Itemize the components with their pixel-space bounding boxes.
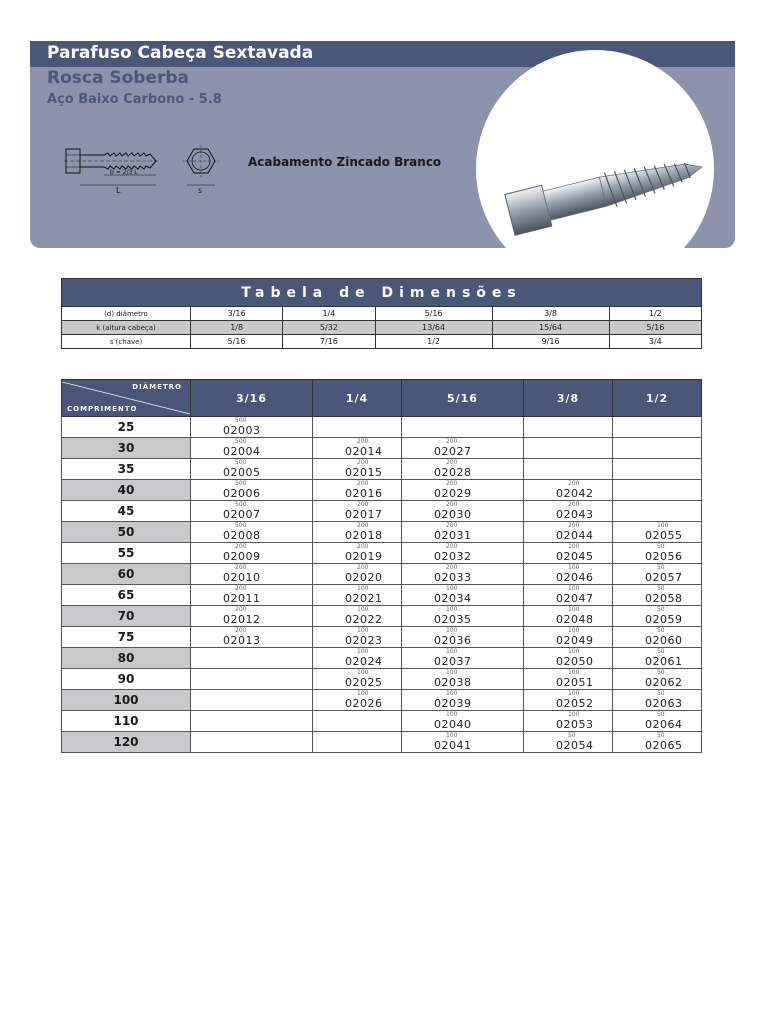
product-cell (313, 690, 402, 711)
dimensions-cell: 5/32 (283, 321, 375, 335)
pack-quantity: 50 (656, 585, 665, 592)
product-cell (401, 564, 523, 585)
product-cell (313, 438, 402, 459)
product-cell (191, 501, 313, 522)
product-subtitle: Rosca Soberba (47, 68, 190, 88)
pack-quantity: 50 (656, 606, 665, 613)
product-code: 02049 (555, 634, 594, 647)
product-code: 02032 (433, 550, 472, 563)
pack-quantity: 100 (357, 669, 369, 676)
product-code: 02046 (555, 571, 594, 584)
dimensions-row-label: k (altura cabeça) (62, 321, 191, 335)
pack-quantity: 100 (445, 669, 458, 676)
product-cell (313, 480, 402, 501)
product-code: 02061 (644, 655, 683, 668)
product-code: 02024 (345, 655, 383, 668)
product-cell (401, 669, 523, 690)
dimensions-cell: 1/4 (283, 307, 375, 321)
product-code: 02022 (345, 613, 383, 626)
pack-quantity: 50 (656, 543, 665, 550)
product-cell (523, 501, 612, 522)
finish-label: Acabamento Zincado Branco (248, 155, 442, 169)
header-length-label: COMPRIMENTO (67, 405, 138, 413)
product-code: 02028 (433, 466, 472, 479)
empty-cell (612, 501, 701, 522)
product-cell (191, 417, 313, 438)
pack-quantity: 500 (235, 417, 247, 424)
product-cell (313, 669, 402, 690)
product-code: 02027 (433, 445, 472, 458)
product-title: Parafuso Cabeça Sextavada (47, 43, 314, 63)
product-code: 02041 (433, 739, 472, 752)
empty-cell (191, 648, 313, 669)
product-cell (612, 711, 701, 732)
product-code: 02016 (345, 487, 383, 500)
empty-cell (191, 732, 313, 753)
pack-quantity: 50 (656, 669, 665, 676)
product-code: 02064 (644, 718, 683, 731)
product-cell (523, 669, 612, 690)
product-code: 02005 (223, 466, 261, 479)
diameter-header: 3/16 (191, 380, 313, 417)
pack-quantity: 200 (357, 522, 369, 529)
product-code: 02057 (644, 571, 683, 584)
empty-cell (401, 417, 523, 438)
pack-quantity: 100 (357, 648, 369, 655)
header-banner (30, 41, 735, 248)
product-code: 02048 (555, 613, 594, 626)
product-code: 02060 (644, 634, 683, 647)
pack-quantity: 200 (235, 543, 247, 550)
length-label: 25 (62, 417, 191, 438)
product-code: 02051 (555, 676, 594, 689)
dimensions-row (62, 321, 702, 335)
product-code: 02030 (433, 508, 472, 521)
product-code: 02062 (644, 676, 683, 689)
length-label: 75 (62, 627, 191, 648)
product-cell (401, 585, 523, 606)
product-cell (191, 522, 313, 543)
product-code: 02020 (345, 571, 383, 584)
product-code: 02047 (555, 592, 594, 605)
dimensions-row-label: (d) diâmetro (62, 307, 191, 321)
empty-cell (523, 417, 612, 438)
table-row (62, 543, 702, 564)
empty-cell (612, 459, 701, 480)
product-code: 02037 (433, 655, 472, 668)
length-label: 70 (62, 606, 191, 627)
pack-quantity: 100 (357, 627, 369, 634)
table-row (62, 480, 702, 501)
product-cell (191, 627, 313, 648)
pack-quantity: 500 (235, 522, 247, 529)
dimensions-cell: 3/4 (609, 335, 701, 349)
product-code: 02003 (223, 424, 261, 437)
pack-quantity: 100 (567, 648, 580, 655)
pack-quantity: 200 (235, 627, 247, 634)
product-code: 02026 (345, 697, 383, 710)
pack-quantity: 100 (567, 543, 580, 550)
product-cell (523, 543, 612, 564)
product-cell (523, 564, 612, 585)
product-cell (313, 543, 402, 564)
product-code: 02056 (644, 550, 683, 563)
dimensions-cell: 15/64 (492, 321, 609, 335)
product-code: 02053 (555, 718, 594, 731)
pack-quantity: 200 (357, 480, 369, 487)
pack-quantity: 200 (357, 543, 369, 550)
product-cell (313, 585, 402, 606)
product-cell (191, 585, 313, 606)
product-code: 02025 (345, 676, 383, 689)
length-label: 120 (62, 732, 191, 753)
pack-quantity: 100 (567, 690, 580, 697)
table-row (62, 711, 702, 732)
pack-quantity: 50 (656, 690, 665, 697)
diameter-header: 3/8 (523, 380, 612, 417)
product-code: 02008 (223, 529, 261, 542)
product-code: 02029 (433, 487, 472, 500)
table-row (62, 564, 702, 585)
product-cell (523, 522, 612, 543)
pack-quantity: 200 (445, 438, 458, 445)
drawing-label-b: b = 2/3 L (110, 169, 138, 176)
dimensions-cell: 5/16 (375, 307, 492, 321)
length-label: 90 (62, 669, 191, 690)
length-label: 45 (62, 501, 191, 522)
drawing-label-s: s (198, 186, 203, 195)
product-code: 02017 (345, 508, 383, 521)
empty-cell (612, 480, 701, 501)
pack-quantity: 100 (567, 606, 580, 613)
pack-quantity: 200 (445, 480, 458, 487)
product-cell (523, 690, 612, 711)
length-label: 50 (62, 522, 191, 543)
product-code: 02019 (345, 550, 383, 563)
dimensions-cell: 1/8 (191, 321, 283, 335)
product-cell (401, 459, 523, 480)
product-cell (612, 669, 701, 690)
product-cell (401, 732, 523, 753)
product-cell (401, 522, 523, 543)
empty-cell (313, 732, 402, 753)
dimensions-cell: 1/2 (609, 307, 701, 321)
dimensions-cell: 3/8 (492, 307, 609, 321)
length-label: 80 (62, 648, 191, 669)
table-row (62, 627, 702, 648)
product-code: 02007 (223, 508, 261, 521)
dimensions-table (61, 278, 702, 349)
empty-cell (191, 690, 313, 711)
drawing-label-l: L (116, 186, 121, 195)
product-cell (401, 690, 523, 711)
diameter-header: 1/4 (313, 380, 402, 417)
product-code: 02043 (555, 508, 594, 521)
product-cell (191, 564, 313, 585)
product-code: 02044 (555, 529, 594, 542)
table-row (62, 585, 702, 606)
pack-quantity: 100 (567, 711, 580, 718)
product-code: 02065 (644, 739, 683, 752)
pack-quantity: 200 (567, 480, 580, 487)
table-row (62, 732, 702, 753)
dimensions-cell: 1/2 (375, 335, 492, 349)
product-code: 02015 (345, 466, 383, 479)
dimensions-row (62, 335, 702, 349)
product-code: 02058 (644, 592, 683, 605)
pack-quantity: 200 (235, 564, 247, 571)
table-row (62, 501, 702, 522)
product-code: 02009 (223, 550, 261, 563)
product-cell (612, 690, 701, 711)
table-row (62, 690, 702, 711)
dimensions-cell: 13/64 (375, 321, 492, 335)
product-cell (401, 627, 523, 648)
pack-quantity: 100 (567, 669, 580, 676)
dimensions-cell: 5/16 (609, 321, 701, 335)
product-code: 02010 (223, 571, 261, 584)
product-cell (313, 606, 402, 627)
pack-quantity: 200 (445, 501, 458, 508)
empty-cell (523, 438, 612, 459)
product-cell (523, 711, 612, 732)
pack-quantity: 100 (445, 690, 458, 697)
product-code: 02038 (433, 676, 472, 689)
length-label: 60 (62, 564, 191, 585)
product-cell (313, 522, 402, 543)
product-code: 02018 (345, 529, 383, 542)
table-row (62, 438, 702, 459)
pack-quantity: 100 (567, 627, 580, 634)
product-code: 02004 (223, 445, 261, 458)
product-code: 02040 (433, 718, 472, 731)
dimensions-row (62, 307, 702, 321)
pack-quantity: 200 (357, 459, 369, 466)
pack-quantity: 100 (445, 627, 458, 634)
pack-quantity: 200 (235, 606, 247, 613)
product-cell (401, 606, 523, 627)
pack-quantity: 200 (445, 459, 458, 466)
product-photo (476, 50, 714, 248)
pack-quantity: 200 (357, 564, 369, 571)
product-cell (523, 648, 612, 669)
pack-quantity: 500 (235, 438, 247, 445)
bolt-image (476, 50, 714, 248)
table-row (62, 669, 702, 690)
product-cell (313, 627, 402, 648)
product-cell (523, 627, 612, 648)
diameter-header: 5/16 (401, 380, 523, 417)
product-cell (401, 480, 523, 501)
pack-quantity: 200 (445, 543, 458, 550)
product-cell (612, 648, 701, 669)
product-cell (313, 501, 402, 522)
pack-quantity: 200 (567, 522, 580, 529)
dimensions-row-label: s (chave) (62, 335, 191, 349)
length-label: 55 (62, 543, 191, 564)
product-cell (313, 648, 402, 669)
product-code: 02052 (555, 697, 594, 710)
empty-cell (612, 417, 701, 438)
product-cell (401, 501, 523, 522)
diameter-header: 1/2 (612, 380, 701, 417)
pack-quantity: 500 (235, 459, 247, 466)
product-code: 02033 (433, 571, 472, 584)
product-cell (523, 732, 612, 753)
pack-quantity: 50 (656, 711, 665, 718)
product-code: 02006 (223, 487, 261, 500)
length-label: 110 (62, 711, 191, 732)
pack-quantity: 50 (656, 732, 665, 739)
product-cell (612, 522, 701, 543)
product-cell (401, 711, 523, 732)
table-row (62, 606, 702, 627)
dimensions-cell: 5/16 (191, 335, 283, 349)
dimensions-cell: 7/16 (283, 335, 375, 349)
pack-quantity: 100 (567, 564, 580, 571)
product-code: 02014 (345, 445, 383, 458)
product-codes-table (61, 379, 702, 753)
product-code: 02045 (555, 550, 594, 563)
product-code: 02031 (433, 529, 472, 542)
pack-quantity: 100 (445, 648, 458, 655)
pack-quantity: 200 (357, 438, 369, 445)
dimensions-caption: Tabela de Dimensões (62, 279, 702, 307)
product-cell (612, 732, 701, 753)
technical-drawing (64, 141, 234, 201)
product-cell (612, 564, 701, 585)
product-code: 02054 (555, 739, 594, 752)
pack-quantity: 100 (357, 585, 369, 592)
pack-quantity: 100 (445, 585, 458, 592)
product-cell (191, 459, 313, 480)
product-code: 02063 (644, 697, 683, 710)
pack-quantity: 100 (445, 732, 458, 739)
length-label: 65 (62, 585, 191, 606)
product-code: 02059 (644, 613, 683, 626)
product-cell (401, 438, 523, 459)
product-cell (191, 606, 313, 627)
empty-cell (313, 711, 402, 732)
empty-cell (612, 438, 701, 459)
product-code: 02023 (345, 634, 383, 647)
product-cell (523, 606, 612, 627)
product-code: 02021 (345, 592, 383, 605)
product-cell (191, 438, 313, 459)
empty-cell (191, 711, 313, 732)
product-material: Aço Baixo Carbono - 5.8 (47, 92, 222, 107)
dimensions-cell: 9/16 (492, 335, 609, 349)
product-cell (401, 543, 523, 564)
product-code: 02035 (433, 613, 472, 626)
pack-quantity: 50 (656, 627, 665, 634)
pack-quantity: 200 (567, 501, 580, 508)
product-cell (313, 564, 402, 585)
product-cell (612, 606, 701, 627)
length-label: 40 (62, 480, 191, 501)
length-label: 35 (62, 459, 191, 480)
header-diameter-label: DIÂMETRO (132, 383, 182, 391)
pack-quantity: 50 (656, 564, 665, 571)
pack-quantity: 50 (567, 732, 576, 739)
pack-quantity: 500 (235, 480, 247, 487)
pack-quantity: 50 (656, 648, 665, 655)
table-row (62, 648, 702, 669)
pack-quantity: 100 (567, 585, 580, 592)
table-row (62, 459, 702, 480)
table-row (62, 417, 702, 438)
product-cell (523, 480, 612, 501)
product-cell (191, 543, 313, 564)
empty-cell (523, 459, 612, 480)
product-cell (612, 627, 701, 648)
product-cell (612, 543, 701, 564)
product-cell (191, 480, 313, 501)
pack-quantity: 100 (357, 690, 369, 697)
pack-quantity: 200 (445, 522, 458, 529)
product-code: 02034 (433, 592, 472, 605)
empty-cell (191, 669, 313, 690)
length-label: 30 (62, 438, 191, 459)
dimensions-cell: 3/16 (191, 307, 283, 321)
product-code: 02039 (433, 697, 472, 710)
table-corner-header (62, 380, 191, 417)
pack-quantity: 500 (235, 501, 247, 508)
product-cell (313, 459, 402, 480)
pack-quantity: 100 (656, 522, 669, 529)
empty-cell (313, 417, 402, 438)
product-cell (523, 585, 612, 606)
pack-quantity: 200 (235, 585, 247, 592)
product-code: 02055 (644, 529, 683, 542)
pack-quantity: 200 (445, 564, 458, 571)
product-cell (401, 648, 523, 669)
pack-quantity: 100 (357, 606, 369, 613)
product-code: 02013 (223, 634, 261, 647)
product-code: 02012 (223, 613, 261, 626)
pack-quantity: 100 (445, 606, 458, 613)
product-cell (612, 585, 701, 606)
product-code: 02011 (223, 592, 261, 605)
pack-quantity: 100 (445, 711, 458, 718)
pack-quantity: 200 (357, 501, 369, 508)
table-row (62, 522, 702, 543)
product-code: 02042 (555, 487, 594, 500)
product-code: 02050 (555, 655, 594, 668)
product-code: 02036 (433, 634, 472, 647)
length-label: 100 (62, 690, 191, 711)
